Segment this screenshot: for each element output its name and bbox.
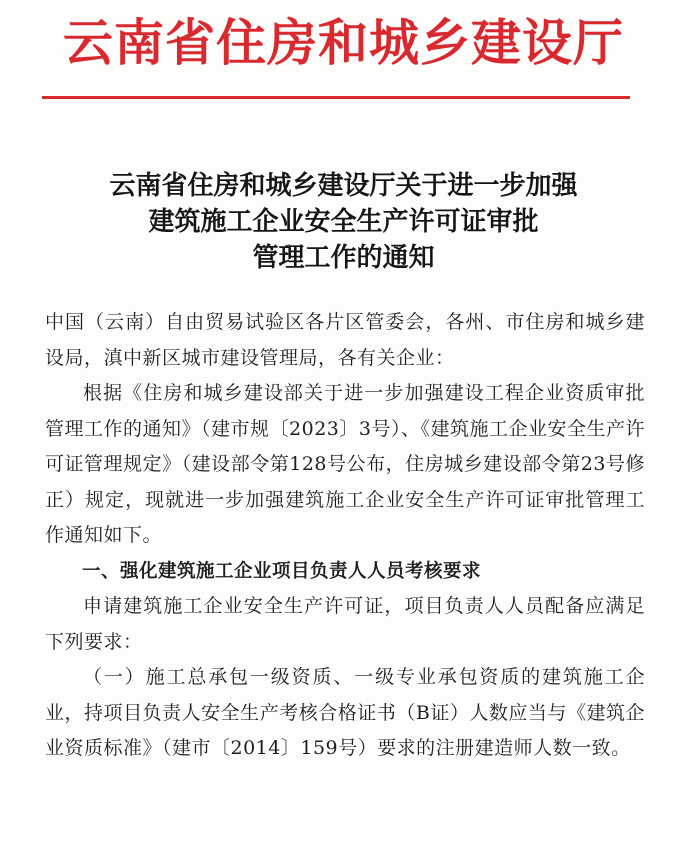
document-title-line-2: 建筑施工企业安全生产许可证审批 <box>148 207 539 237</box>
intro-paragraph: 根据《住房和城乡建设部关于进一步加强建设工程企业资质审批管理工作的通知》（建市规〔2023〕3号）、《建筑施工企业安全生产许可证管理规定》（建设部令第128号公布，住房城乡建设部令第23号修正）规定，现就进一步加强建筑施工企业安全生产许可证审批管理工作通知如下。 <box>45 382 645 546</box>
letterhead-red-rule <box>42 96 630 99</box>
addressee-paragraph: 中国（云南）自由贸易试验区各片区管委会，各州、市住房和城乡建设局，滇中新区城市建设管理局，各有关企业： <box>45 311 645 369</box>
letterhead-title: 云南省住房和城乡建设厅 <box>63 14 624 72</box>
section-1-item-1-paragraph: （一）施工总承包一级资质、一级专业承包资质的建筑施工企业，持项目负责人安全生产考核合格证书（B证）人数应当与《建筑企业资质标准》（建市〔2014〕159号）要求的注册建造师人数一致。 <box>45 666 645 759</box>
section-1-heading: 一、强化建筑施工企业项目负责人人员考核要求 <box>82 560 482 582</box>
document-title-line-3: 管理工作的通知 <box>252 243 435 273</box>
section-1-lead-paragraph: 申请建筑施工企业安全生产许可证，项目负责人人员配备应满足下列要求： <box>45 595 645 653</box>
document-body <box>45 305 645 767</box>
document-title-line-1: 云南省住房和城乡建设厅关于进一步加强 <box>109 171 578 201</box>
document-title <box>30 168 657 276</box>
